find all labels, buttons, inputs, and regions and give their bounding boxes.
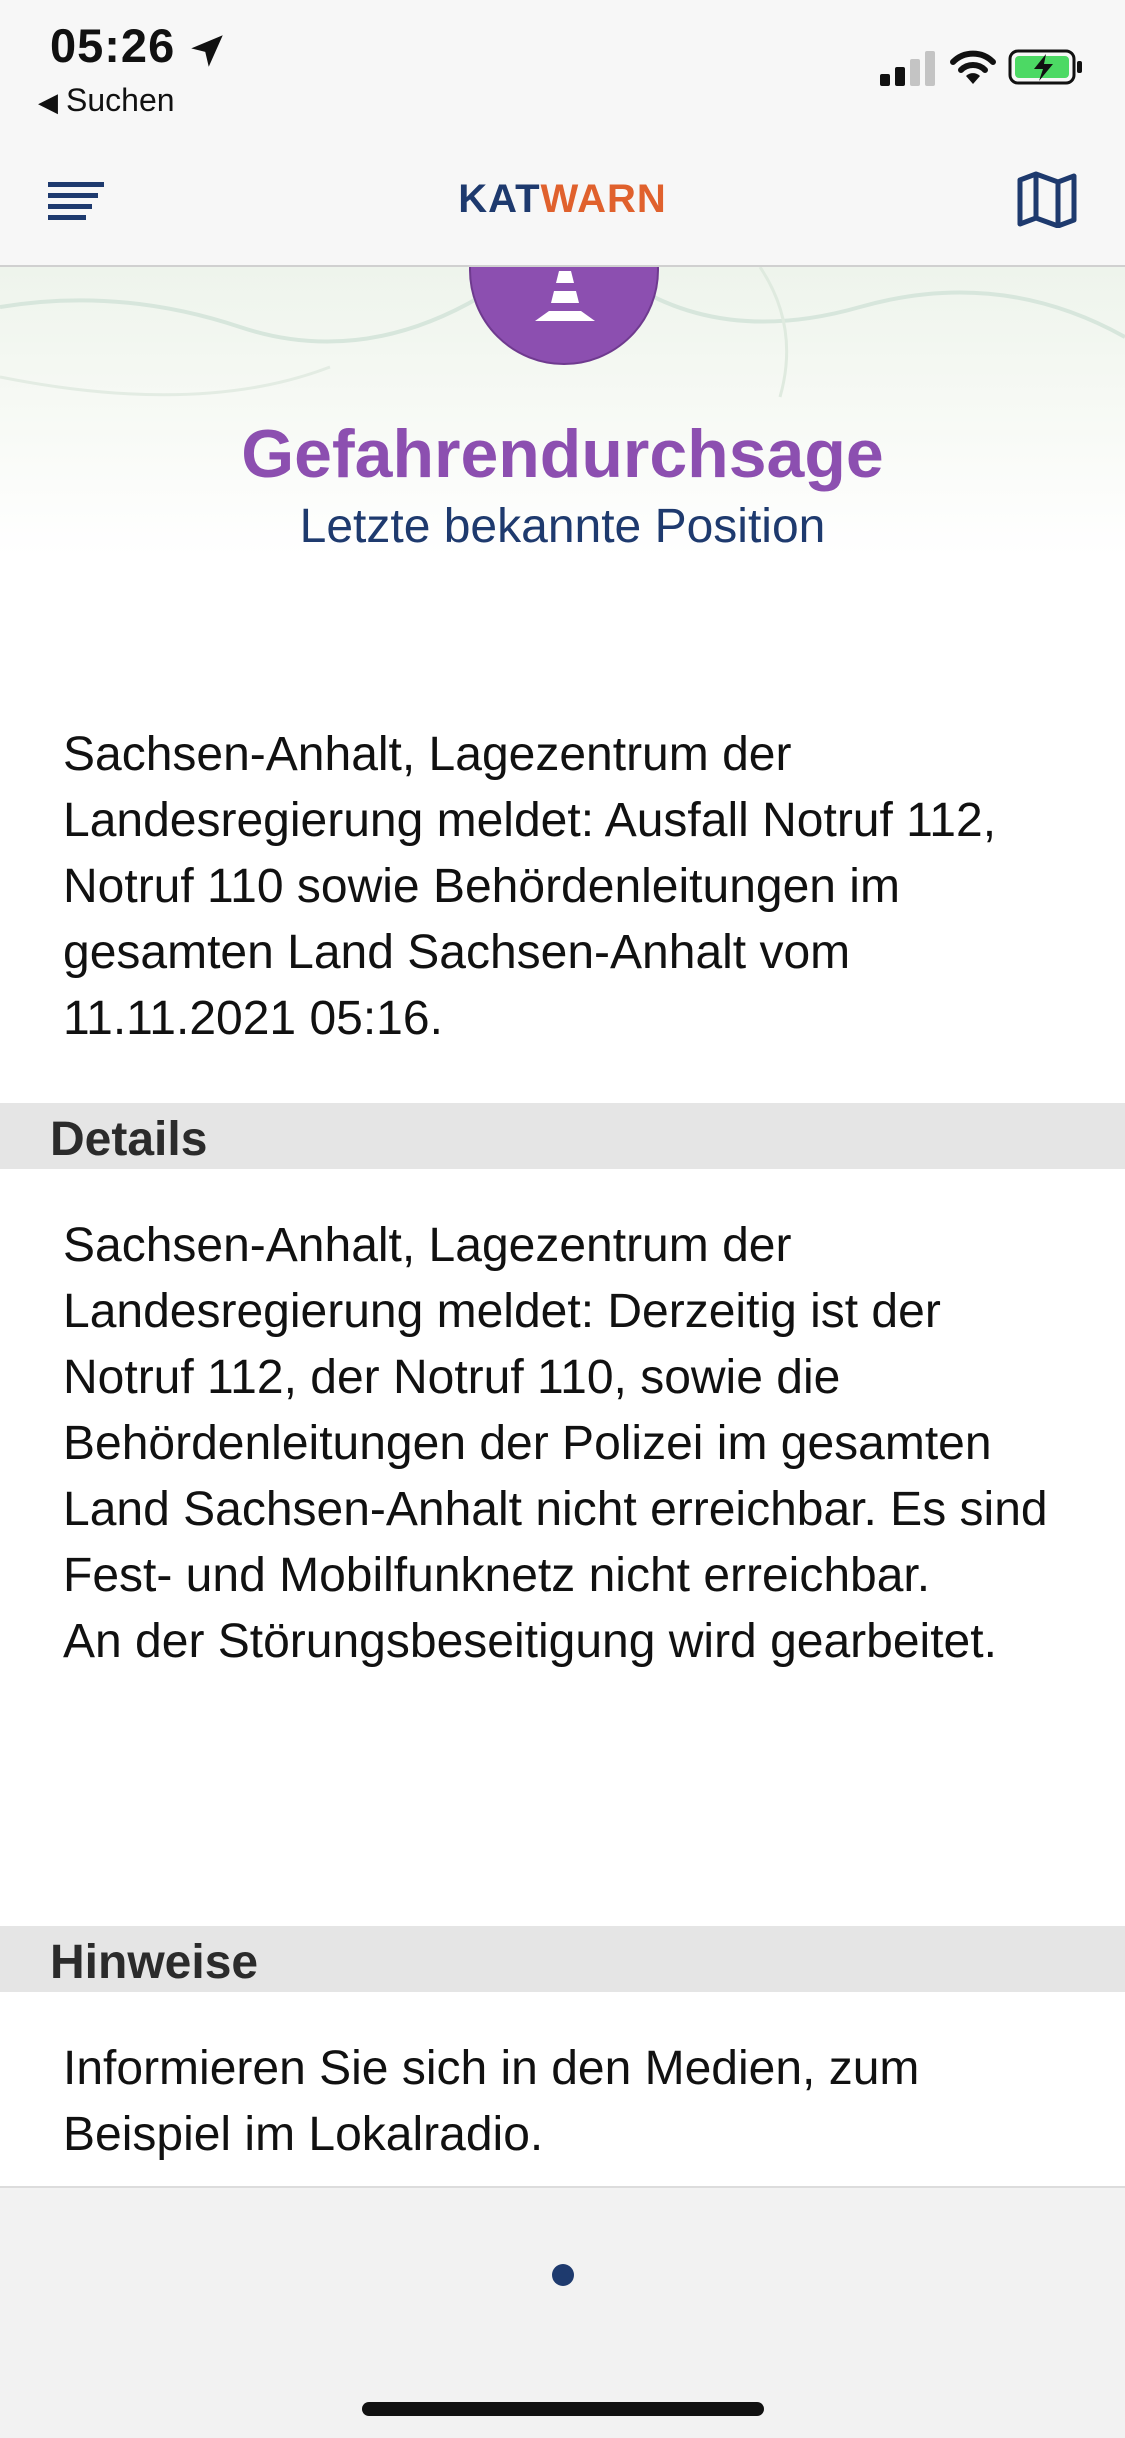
alert-subtitle: Letzte bekannte Position — [299, 500, 826, 553]
details-section-header — [0, 1103, 1125, 1169]
logo-kat: KAT — [458, 177, 541, 221]
map-icon[interactable] — [1016, 170, 1078, 228]
navigation-bar — [0, 140, 1125, 267]
hints-section-header — [0, 1926, 1125, 1992]
back-label: Suchen — [66, 82, 175, 118]
details-paragraph: Sachsen-Anhalt, Lagezentrum der Landesregierung meldet: Derzeitig ist der Notruf 112, der Notruf 110, sowie die Behördenleitungen der Polizei im gesamten Land Sachsen-Anhalt nicht erreichbar. Es sind Fest- und Mobilfunknetz nicht erreichbar. — [63, 1219, 1048, 1602]
hints-header-label: Hinweise — [50, 1936, 259, 1989]
alert-title: Gefahrendurchsage — [241, 416, 884, 492]
location-arrow-icon — [186, 30, 228, 72]
details-header-label: Details — [50, 1113, 208, 1166]
page-indicator-dot[interactable] — [552, 2264, 574, 2286]
hints-text: Informieren Sie sich in den Medien, zum Beispiel im Lokalradio. — [63, 2042, 920, 2161]
status-bar — [0, 0, 1125, 140]
logo-warn: WARN — [540, 177, 667, 221]
back-triangle-icon: ◀ — [38, 87, 58, 117]
cellular-signal-icon — [880, 50, 936, 86]
wifi-icon — [950, 50, 996, 86]
home-indicator[interactable] — [362, 2402, 764, 2416]
alert-summary: Sachsen-Anhalt, Lagezentrum der Landesregierung meldet: Ausfall Notruf 112, Notruf 110 sowie Behördenleitungen im gesamten Land Sachsen-Anhalt vom 11.11.2021 05:16. — [63, 728, 997, 1045]
alert-header — [0, 267, 1125, 557]
bottom-bar — [0, 2186, 1125, 2438]
traffic-cone-icon — [533, 269, 597, 331]
battery-charging-icon — [1008, 48, 1084, 86]
status-time: 05:26 — [50, 19, 176, 72]
details-text — [63, 1213, 1073, 1675]
details-paragraph: An der Störungsbeseitigung wird gearbeitet. — [63, 1615, 997, 1668]
katwarn-logo — [0, 177, 1125, 222]
back-to-search-link[interactable] — [38, 82, 175, 119]
